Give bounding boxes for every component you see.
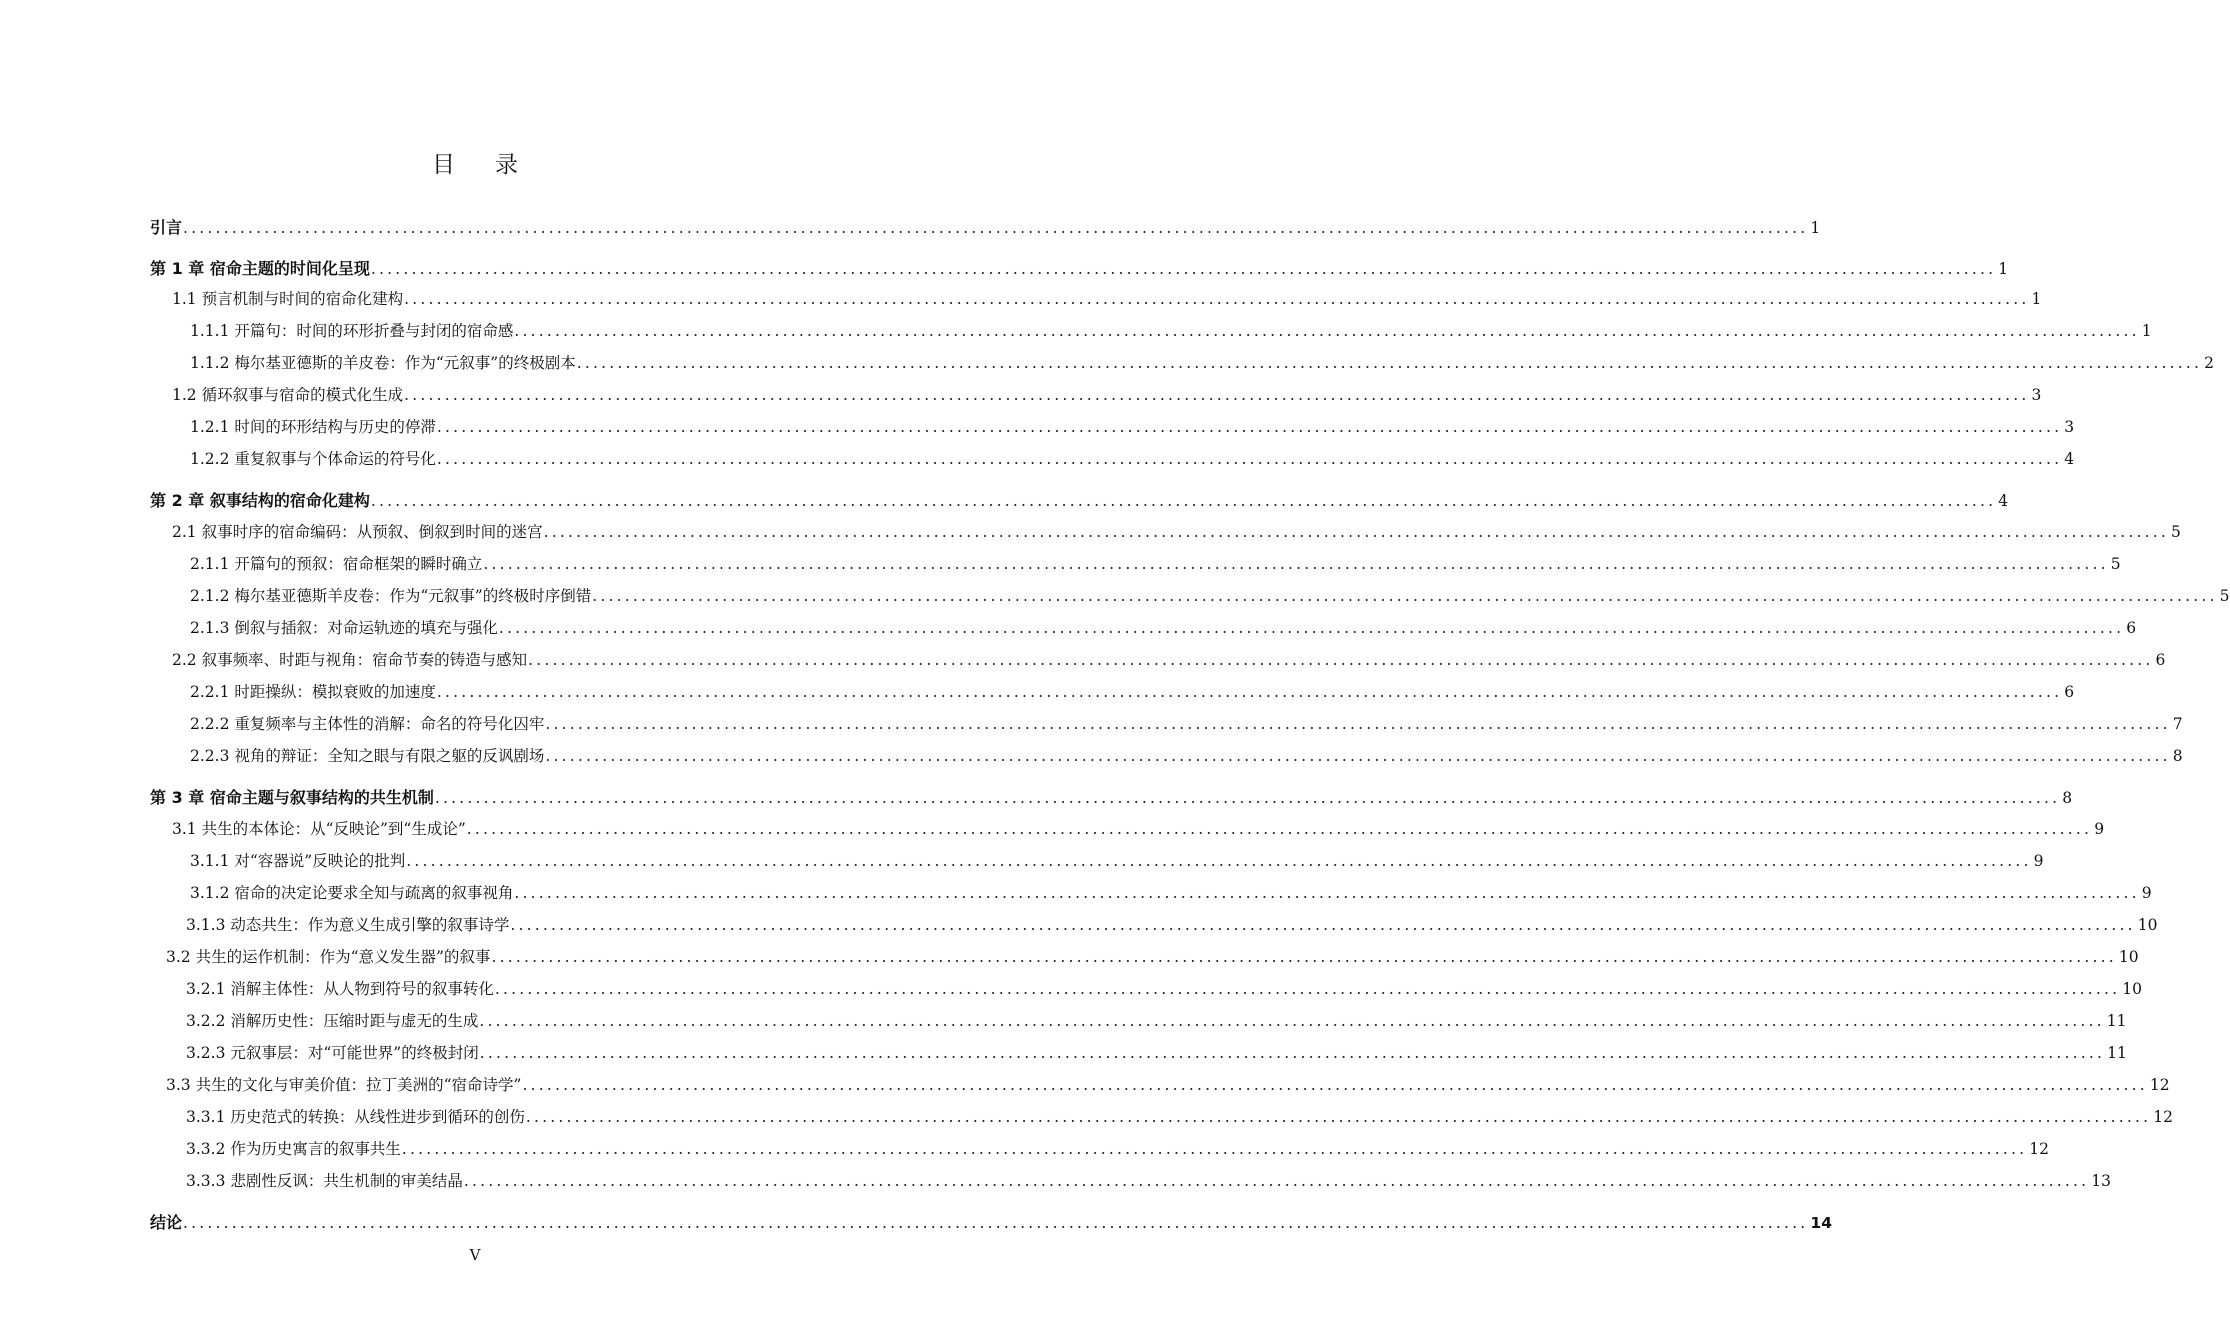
toc-leader-dots: ........................................................................................................................................................................................................ — [466, 820, 2093, 838]
toc-entry[interactable] — [190, 552, 2121, 576]
toc-entry-page: 1 — [2031, 290, 2042, 308]
toc-entry-label: 2.1 叙事时序的宿命编码：从预叙、倒叙到时间的迷宫 — [172, 523, 543, 541]
toc-leader-dots: ........................................................................................................................................................................................................ — [522, 1076, 2148, 1094]
toc-entry[interactable] — [190, 744, 2183, 768]
toc-entry[interactable] — [150, 785, 2073, 809]
toc-entry[interactable] — [190, 415, 2075, 439]
toc-entry-page: 9 — [2033, 852, 2044, 870]
toc-entry-label: 结论 — [150, 1213, 183, 1232]
toc-entry[interactable] — [150, 488, 2009, 512]
toc-leader-dots: ........................................................................................................................................................................................................ — [543, 523, 2169, 541]
toc-entry-page: 10 — [2118, 948, 2139, 966]
toc-entry[interactable] — [186, 913, 2158, 937]
toc-entry[interactable] — [166, 945, 2139, 969]
toc-entry-page: 3 — [2031, 386, 2042, 404]
toc-entry-label: 3.3.3 悲剧性反讽：共生机制的审美结晶 — [186, 1172, 463, 1190]
toc-entry-page: 5 — [2219, 587, 2230, 605]
toc-entry-page: 4 — [2064, 450, 2075, 468]
toc-leader-dots: ........................................................................................................................................................................................................ — [483, 555, 2109, 573]
toc-entry-page: 2 — [2204, 354, 2214, 372]
toc-entry[interactable] — [186, 1009, 2127, 1033]
toc-entry-page: 1 — [1998, 260, 2009, 278]
toc-entry-page: 13 — [2091, 1172, 2112, 1190]
toc-entry[interactable] — [186, 1137, 2050, 1161]
toc-leader-dots: ........................................................................................................................................................................................................ — [183, 1214, 1809, 1232]
toc-entry[interactable] — [190, 351, 2214, 375]
toc-entry[interactable] — [172, 520, 2181, 544]
toc-leader-dots: ........................................................................................................................................................................................................ — [463, 1172, 2090, 1190]
toc-leader-dots: ........................................................................................................................................................................................................ — [401, 1140, 2028, 1158]
toc-entry[interactable] — [186, 1041, 2127, 1065]
toc-entry[interactable] — [172, 383, 2042, 407]
toc-entry-page: 11 — [2106, 1012, 2127, 1030]
toc-entry-label: 3.1.2 宿命的决定论要求全知与疏离的叙事视角 — [190, 884, 514, 902]
toc-entry-label: 1.1.1 开篇句：时间的环形折叠与封闭的宿命感 — [190, 322, 514, 340]
toc-leader-dots: ........................................................................................................................................................................................................ — [436, 418, 2063, 436]
toc-entry-label: 第 2 章 叙事结构的宿命化建构 — [150, 491, 370, 510]
toc-entry-page: 10 — [2137, 916, 2158, 934]
toc-entry-label: 3.1.1 对“容器说”反映论的批判 — [190, 852, 406, 870]
toc-leader-dots: ........................................................................................................................................................................................................ — [510, 916, 2136, 934]
toc-entry-label: 1.2.1 时间的环形结构与历史的停滞 — [190, 418, 436, 436]
toc-entry-page: 9 — [2094, 820, 2105, 838]
toc-entry[interactable] — [172, 817, 2105, 841]
toc-entry-page: 7 — [2172, 715, 2183, 733]
toc-title — [0, 146, 950, 179]
toc-leader-dots: ........................................................................................................................................................................................................ — [498, 619, 2125, 637]
toc-leader-dots: ........................................................................................................................................................................................................ — [436, 450, 2063, 468]
toc-leader-dots: ........................................................................................................................................................................................................ — [528, 651, 2154, 669]
toc-leader-dots: ........................................................................................................................................................................................................ — [494, 980, 2121, 998]
toc-leader-dots: ........................................................................................................................................................................................................ — [592, 587, 2218, 605]
toc-entry[interactable] — [190, 584, 2230, 608]
toc-entry-label: 引言 — [150, 218, 183, 237]
toc-entry-label: 2.2.3 视角的辩证：全知之眼与有限之躯的反讽剧场 — [190, 747, 545, 765]
toc-entry-page: 12 — [2153, 1108, 2174, 1126]
toc-entry-page: 8 — [2062, 789, 2073, 807]
toc-entry-label: 2.1.3 倒叙与插叙：对命运轨迹的填充与强化 — [190, 619, 498, 637]
toc-entry-label: 3.3 共生的文化与审美价值：拉丁美洲的“宿命诗学” — [166, 1076, 522, 1094]
toc-entry-label: 第 3 章 宿命主题与叙事结构的共生机制 — [150, 788, 434, 807]
toc-entry-label: 3.1.3 动态共生：作为意义生成引擎的叙事诗学 — [186, 916, 510, 934]
toc-entry-page: 11 — [2107, 1044, 2127, 1062]
toc-entry-page: 5 — [2171, 523, 2181, 541]
toc-leader-dots: ........................................................................................................................................................................................................ — [436, 683, 2063, 701]
toc-leader-dots: ........................................................................................................................................................................................................ — [434, 789, 2061, 807]
toc-title-right: 录 — [495, 152, 518, 178]
toc-entry[interactable] — [150, 215, 1821, 239]
toc-entry[interactable] — [190, 881, 2152, 905]
toc-entry[interactable] — [190, 447, 2075, 471]
toc-entry-page: 6 — [2126, 619, 2137, 637]
toc-entry-label: 第 1 章 宿命主题的时间化呈现 — [150, 259, 370, 278]
toc-entry-label: 2.1.1 开篇句的预叙：宿命框架的瞬时确立 — [190, 555, 483, 573]
toc-entry-page: 12 — [2029, 1140, 2050, 1158]
toc-entry[interactable] — [190, 319, 2152, 343]
toc-entry-page: 1 — [1810, 219, 1821, 237]
toc-entry[interactable] — [186, 977, 2143, 1001]
toc-leader-dots: ........................................................................................................................................................................................................ — [514, 884, 2140, 902]
toc-leader-dots: ........................................................................................................................................................................................................ — [479, 1012, 2105, 1030]
toc-entry-label: 3.2.2 消解历史性：压缩时距与虚无的生成 — [186, 1012, 479, 1030]
toc-entry[interactable] — [150, 1210, 1832, 1234]
toc-entry-page: 5 — [2110, 555, 2121, 573]
toc-entry[interactable] — [186, 1169, 2112, 1193]
toc-entry-page: 14 — [1810, 1214, 1832, 1232]
toc-entry-label: 3.3.1 历史范式的转换：从线性进步到循环的创伤 — [186, 1108, 525, 1126]
toc-entry-label: 3.2 共生的运作机制：作为“意义发生器”的叙事 — [166, 948, 491, 966]
toc-entry-label: 3.2.3 元叙事层：对“可能世界”的终极封闭 — [186, 1044, 479, 1062]
toc-entry[interactable] — [190, 680, 2075, 704]
toc-entry-label: 1.2 循环叙事与宿命的模式化生成 — [172, 386, 404, 404]
toc-leader-dots: ........................................................................................................................................................................................................ — [479, 1044, 2106, 1062]
toc-entry-label: 3.3.2 作为历史寓言的叙事共生 — [186, 1140, 401, 1158]
toc-entry-page: 6 — [2064, 683, 2075, 701]
toc-entry-page: 9 — [2141, 884, 2152, 902]
toc-entry[interactable] — [190, 712, 2183, 736]
toc-entry[interactable] — [190, 616, 2137, 640]
toc-entry-label: 1.2.2 重复叙事与个体命运的符号化 — [190, 450, 436, 468]
toc-entry-label: 3.1 共生的本体论：从“反映论”到“生成论” — [172, 820, 466, 838]
toc-leader-dots: ........................................................................................................................................................................................................ — [514, 322, 2140, 340]
toc-leader-dots: ........................................................................................................................................................................................................ — [491, 948, 2117, 966]
toc-entry-label: 3.2.1 消解主体性：从人物到符号的叙事转化 — [186, 980, 494, 998]
toc-entry-label: 2.1.2 梅尔基亚德斯羊皮卷：作为“元叙事”的终极时序倒错 — [190, 587, 592, 605]
toc-entry-label: 2.2.2 重复频率与主体性的消解：命名的符号化囚牢 — [190, 715, 545, 733]
toc-entry[interactable] — [186, 1105, 2174, 1129]
toc-entry-label: 1.1 预言机制与时间的宿命化建构 — [172, 290, 404, 308]
page-number-footer: V — [469, 1246, 481, 1264]
toc-entry-page: 3 — [2064, 418, 2075, 436]
toc-entry-page: 12 — [2149, 1076, 2170, 1094]
toc-leader-dots: ........................................................................................................................................................................................................ — [404, 386, 2030, 404]
toc-leader-dots: ........................................................................................................................................................................................................ — [404, 290, 2030, 308]
toc-leader-dots: ........................................................................................................................................................................................................ — [545, 747, 2171, 765]
toc-entry-label: 1.1.2 梅尔基亚德斯的羊皮卷：作为“元叙事”的终极剧本 — [190, 354, 576, 372]
toc-entry[interactable] — [172, 287, 2042, 311]
toc-entry-label: 2.2.1 时距操纵：模拟衰败的加速度 — [190, 683, 436, 701]
toc-entry[interactable] — [150, 256, 2009, 280]
toc-entry-label: 2.2 叙事频率、时距与视角：宿命节奏的铸造与感知 — [172, 651, 528, 669]
toc-leader-dots: ........................................................................................................................................................................................................ — [370, 492, 1997, 510]
toc-title-left: 目 — [432, 152, 455, 178]
toc-leader-dots: ........................................................................................................................................................................................................ — [525, 1108, 2152, 1126]
toc-leader-dots: ........................................................................................................................................................................................................ — [576, 354, 2203, 372]
toc-entry-page: 8 — [2172, 747, 2183, 765]
toc-entry-page: 1 — [2141, 322, 2152, 340]
toc-entry[interactable] — [172, 648, 2166, 672]
toc-leader-dots: ........................................................................................................................................................................................................ — [183, 219, 1809, 237]
toc-leader-dots: ........................................................................................................................................................................................................ — [370, 260, 1997, 278]
toc-entry-page: 6 — [2155, 651, 2166, 669]
toc-entry-page: 4 — [1998, 492, 2009, 510]
toc-entry-page: 10 — [2122, 980, 2143, 998]
toc-entry[interactable] — [190, 849, 2044, 873]
toc-entry[interactable] — [166, 1073, 2170, 1097]
toc-leader-dots: ........................................................................................................................................................................................................ — [406, 852, 2032, 870]
toc-leader-dots: ........................................................................................................................................................................................................ — [545, 715, 2171, 733]
